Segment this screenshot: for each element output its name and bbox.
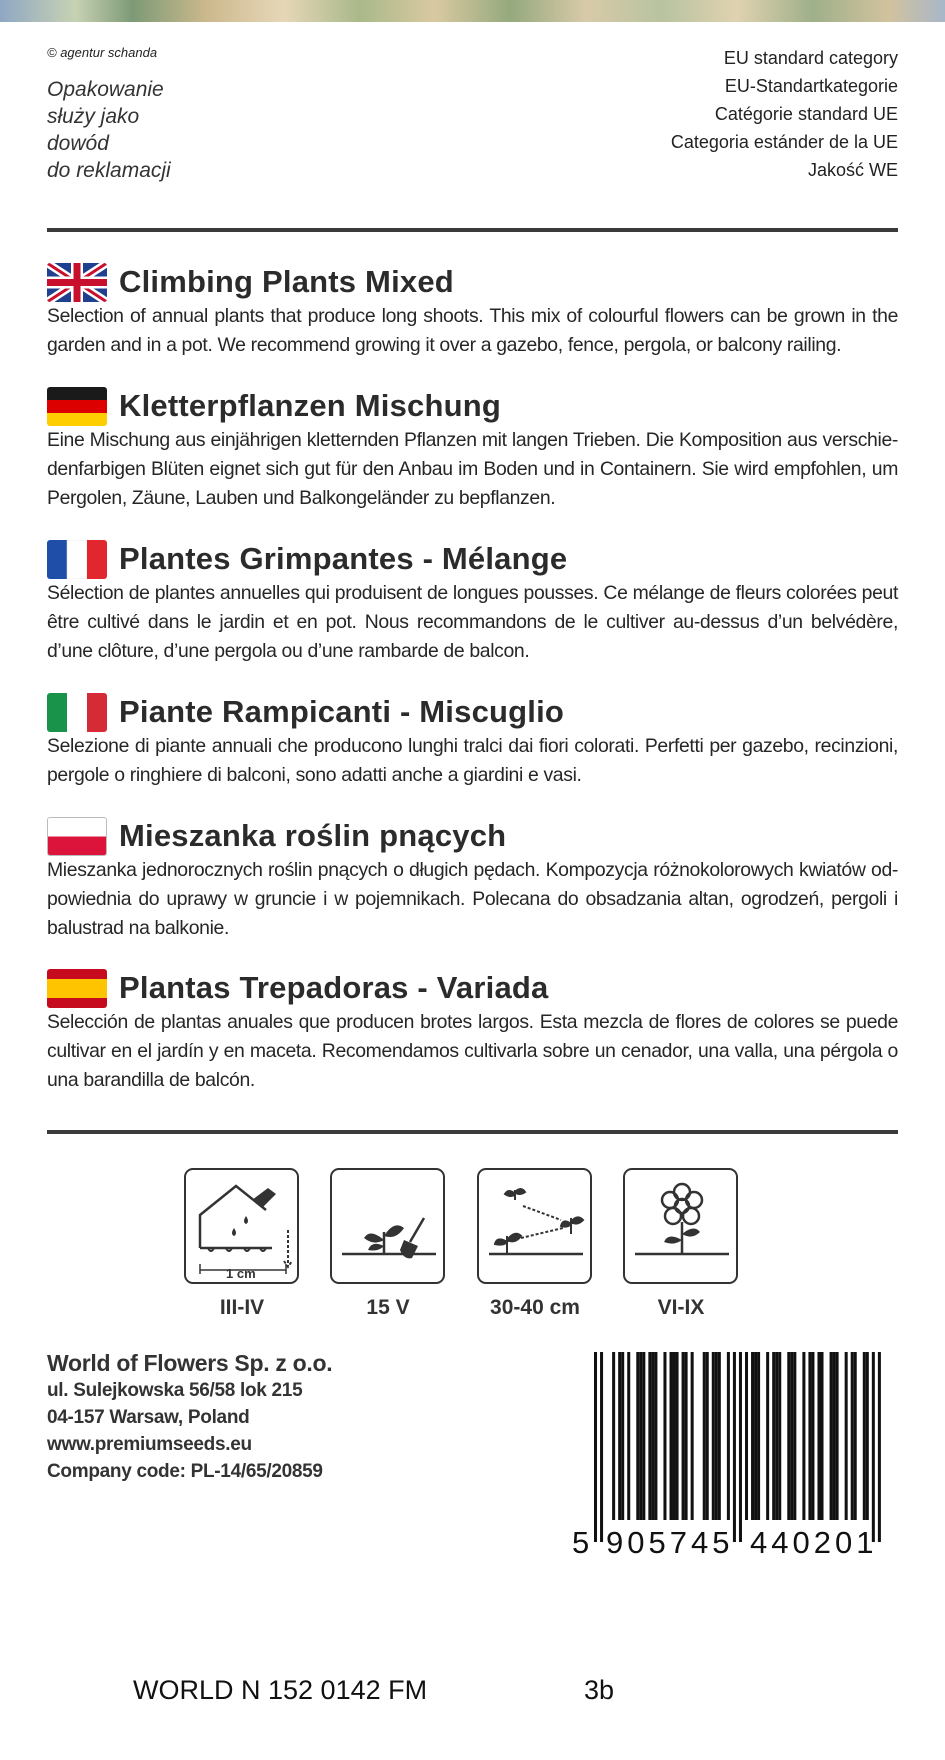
copyright-line: © agentur schanda bbox=[47, 45, 158, 60]
barcode-bar bbox=[727, 1352, 730, 1520]
eu-category-line: Catégorie standard UE bbox=[714, 104, 898, 124]
barcode-bar bbox=[775, 1352, 778, 1520]
barcode-bar bbox=[878, 1352, 881, 1542]
barcode-bar bbox=[648, 1352, 651, 1520]
barcode-bar bbox=[636, 1352, 639, 1520]
barcode bbox=[572, 1352, 900, 1557]
barcode-bar bbox=[663, 1352, 666, 1520]
section-title: Plantes Grimpantes - Mélange bbox=[119, 541, 568, 576]
barcode-bar bbox=[790, 1352, 793, 1520]
barcode-bar bbox=[863, 1352, 866, 1520]
section-french bbox=[47, 539, 898, 666]
print-code: WORLD N 152 0142 FM bbox=[133, 1675, 428, 1705]
barcode-bar bbox=[733, 1352, 736, 1542]
flowering-period-label: VI-IX bbox=[657, 1296, 705, 1319]
barcode-bar bbox=[802, 1352, 805, 1520]
barcode-bar bbox=[621, 1352, 624, 1520]
barcode-bar bbox=[808, 1352, 811, 1520]
plant-spacing-icon bbox=[477, 1168, 592, 1284]
complaint-note-line: Opakowanie bbox=[47, 78, 164, 101]
barcode-bar bbox=[676, 1352, 679, 1520]
barcode-bar bbox=[854, 1352, 857, 1520]
barcode-bar bbox=[866, 1352, 869, 1520]
barcode-bar bbox=[851, 1352, 854, 1520]
barcode-bar bbox=[811, 1352, 814, 1520]
divider-top bbox=[47, 228, 898, 232]
barcode-bar bbox=[594, 1352, 597, 1542]
print-version: 3b bbox=[584, 1675, 615, 1705]
barcode-bar bbox=[778, 1352, 781, 1520]
section-polish bbox=[47, 816, 898, 943]
barcode-first-digit: 5 bbox=[572, 1525, 590, 1557]
planting-date-label: 15 V bbox=[366, 1296, 410, 1319]
barcode-bar bbox=[612, 1352, 615, 1520]
section-text: Mieszanka jednorocznych roślin pnących o długich pędach. Kompozycja różnokolorowych kwiatów od-powiednia do uprawy w gruncie i w pojemnikach. Polecana do obsadzania altan, ogrodzeń, pergoli i balustrad na balkonie. bbox=[47, 859, 898, 939]
complaint-note bbox=[47, 76, 171, 184]
sowing-period-label: III-IV bbox=[219, 1296, 265, 1319]
barcode-bar bbox=[712, 1352, 715, 1520]
german-flag-icon bbox=[47, 387, 107, 426]
barcode-bar bbox=[793, 1352, 796, 1520]
barcode-bar bbox=[718, 1352, 721, 1520]
barcode-bar bbox=[706, 1352, 709, 1520]
section-title: Piante Rampicanti - Miscuglio bbox=[119, 694, 565, 729]
spacing-label: 30-40 cm bbox=[490, 1296, 580, 1319]
barcode-bar bbox=[654, 1352, 657, 1520]
section-english bbox=[47, 262, 898, 360]
company-code: Company code: PL-14/65/20859 bbox=[47, 1461, 323, 1482]
section-text: Selezione di piante annuali che producono lunghi tralci dai fiori colorati. Perfetti per gazebo, recinzioni, pergole o ringhiere di balconi, sono adatti anche a giardini e vasi. bbox=[47, 735, 898, 786]
barcode-bar bbox=[670, 1352, 673, 1520]
barcode-bar bbox=[685, 1352, 688, 1520]
barcode-bar bbox=[757, 1352, 760, 1520]
barcode-bar bbox=[836, 1352, 839, 1520]
italian-flag-icon bbox=[47, 693, 107, 732]
barcode-bar bbox=[772, 1352, 775, 1520]
barcode-bar bbox=[754, 1352, 757, 1520]
barcode-bar bbox=[642, 1352, 645, 1520]
section-text: Sélection de plantes annuelles qui produisent de longues pousses. Ce mélange de fleurs colorées peut être cultivé dans le jardin et en pot. Nous recommandons de le cultiver au-dessus d’un belvédère, d’une clôture, d’une pergola ou d’une rambarde de balcon. bbox=[47, 582, 898, 662]
company-name: World of Flowers Sp. z o.o. bbox=[47, 1350, 333, 1376]
barcode-bar bbox=[817, 1352, 820, 1520]
complaint-note-line: do reklamacji bbox=[47, 159, 171, 182]
eu-category-block bbox=[671, 44, 898, 184]
uk-flag-icon bbox=[47, 263, 107, 302]
outdoor-planting-icon bbox=[330, 1168, 445, 1284]
section-text: Selección de plantas anuales que producen brotes largos. Esta mezcla de flores de colores se puede cultivar en el jardín y en maceta. Recomendamos cultivarla sobre un cenador, una valla, una pérgola o una barandilla de balcón. bbox=[47, 1011, 898, 1091]
company-street: ul. Sulejkowska 56/58 lok 215 bbox=[47, 1380, 303, 1401]
barcode-bar bbox=[821, 1352, 824, 1520]
section-title: Mieszanka roślin pnących bbox=[119, 818, 507, 853]
flowering-icon bbox=[623, 1168, 738, 1284]
eu-category-line: EU standard category bbox=[723, 48, 898, 68]
barcode-bar bbox=[830, 1352, 833, 1520]
complaint-note-line: dowód bbox=[47, 132, 109, 155]
complaint-note-line: służy jako bbox=[47, 105, 140, 128]
section-text: Eine Mischung aus einjährigen kletternden Pflanzen mit langen Trieben. Die Komposition aus verschie-denfarbigen Blüten eignet sich gut für den Anbau im Boden und in Containern. Sie wird empfohlen, um Pergolen, Zäune, Lauben und Balkongeländer zu bepflanzen. bbox=[47, 429, 898, 509]
barcode-bar bbox=[845, 1352, 848, 1520]
barcode-bar bbox=[739, 1352, 742, 1542]
barcode-bar bbox=[766, 1352, 769, 1520]
barcode-bar bbox=[682, 1352, 685, 1520]
barcode-bar bbox=[787, 1352, 790, 1520]
barcode-bar bbox=[627, 1352, 630, 1520]
barcode-right-digits: 440201 bbox=[750, 1525, 878, 1557]
polish-flag-icon bbox=[47, 817, 107, 856]
section-text: Selection of annual plants that produce long shoots. This mix of colourful flowers can be grown in the garden and in a pot. We recommend growing it over a gazebo, fence, pergola, or balcony railing. bbox=[47, 305, 898, 356]
french-flag-icon bbox=[47, 540, 107, 579]
section-german bbox=[47, 386, 898, 513]
company-info bbox=[47, 1350, 332, 1485]
indoor-sowing-icon bbox=[184, 1168, 299, 1284]
barcode-bar bbox=[833, 1352, 836, 1520]
top-photo-strip bbox=[0, 0, 945, 22]
company-city: 04-157 Warsaw, Poland bbox=[47, 1407, 250, 1428]
barcode-left-digits: 905745 bbox=[606, 1525, 734, 1557]
spanish-flag-icon bbox=[47, 969, 107, 1008]
section-title: Plantas Trepadoras - Variada bbox=[119, 970, 549, 1005]
barcode-bar bbox=[618, 1352, 621, 1520]
section-italian bbox=[47, 692, 898, 790]
barcode-bar bbox=[715, 1352, 718, 1520]
section-spanish bbox=[47, 968, 898, 1095]
barcode-bar bbox=[673, 1352, 676, 1520]
section-title: Kletterpflanzen Mischung bbox=[119, 388, 501, 423]
barcode-bar bbox=[872, 1352, 875, 1542]
section-title: Climbing Plants Mixed bbox=[119, 264, 454, 299]
barcode-bar bbox=[745, 1352, 748, 1520]
barcode-bar bbox=[703, 1352, 706, 1520]
eu-category-line: EU-Standartkategorie bbox=[724, 76, 898, 96]
barcode-bar bbox=[751, 1352, 754, 1520]
barcode-bar bbox=[600, 1352, 603, 1542]
sowing-depth-label: 1 cm bbox=[226, 1266, 256, 1281]
barcode-bar bbox=[651, 1352, 654, 1520]
company-website: www.premiumseeds.eu bbox=[47, 1434, 252, 1455]
divider-bottom bbox=[47, 1130, 898, 1134]
barcode-bar bbox=[639, 1352, 642, 1520]
eu-category-line: Jakość WE bbox=[807, 160, 898, 180]
barcode-bar bbox=[691, 1352, 694, 1520]
eu-category-line: Categoria estánder de la UE bbox=[670, 132, 898, 152]
